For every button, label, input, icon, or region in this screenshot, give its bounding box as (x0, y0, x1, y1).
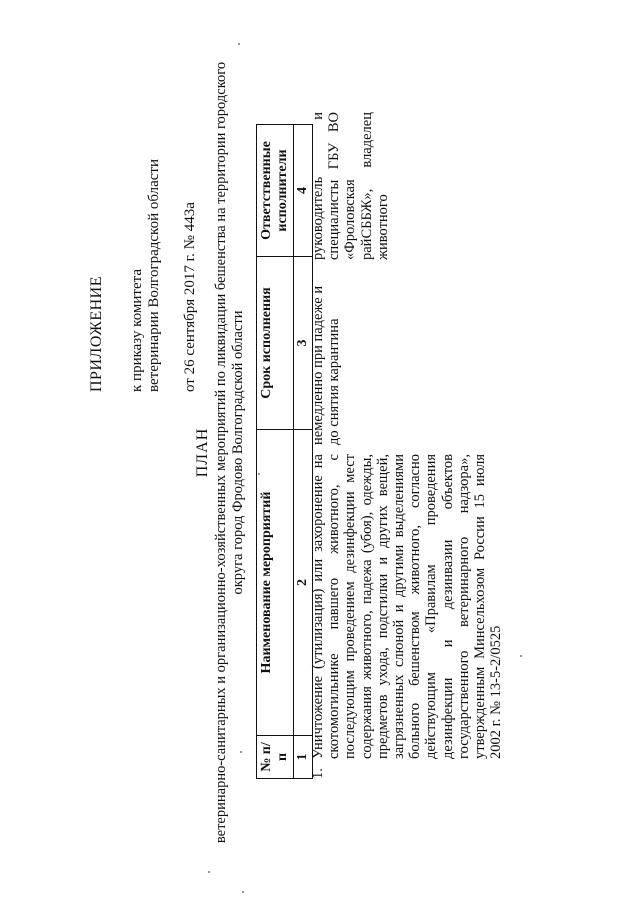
scan-speck (238, 43, 240, 45)
scan-speck (242, 891, 244, 893)
plan-table (256, 124, 313, 779)
row-responsible: руководитель и специалисты ГБУ ВО «Фроловская райСББЖ», владелец животного (310, 112, 391, 260)
scan-speck (258, 473, 260, 475)
plan-title: ПЛАН (194, 427, 211, 478)
table-header-row (257, 125, 294, 779)
row-measure: Уничтожение (утилизация) или захоронение на скотомогильнике павшего животного, с последующим проведением дезинфекции мест содержания животного, падежа (убоя), одежды, предметов ухода, подстилки и других вещей, загрязненных слюной и другими выделениями больного бешенством животного, согласно действующим «Правилам проведения дезинфекции и дезинвазии объектов государственного ветеринарного надзора», утвержденным Минсельхозом России 15 июля 2002 г. № 13-5-2/0525 (310, 454, 505, 759)
column-number: 4 (294, 125, 313, 257)
header-responsible: Ответственные исполнители (257, 125, 294, 257)
row-deadline: немедленно при падеже и до снятия карантина (310, 285, 343, 445)
appendix-title: ПРИЛОЖЕНИЕ (88, 275, 105, 392)
scan-speck (208, 871, 210, 873)
order-line-2: ветеринарии Волгоградской области (146, 159, 162, 392)
column-number: 2 (294, 430, 313, 736)
column-number: 1 (294, 736, 313, 779)
row-number: 1. (310, 768, 326, 779)
header-measure: Наименование мероприятий (257, 430, 294, 736)
scan-speck (240, 751, 242, 753)
scan-speck (520, 655, 522, 657)
header-deadline: Срок исполнения (257, 257, 294, 430)
column-number: 3 (294, 257, 313, 430)
order-line-1: к приказу комитета (129, 268, 145, 392)
plan-subtitle-line-1: ветеринарно-санитарных и организационно-хозяйственных мероприятий по ликвидации бешенства на территории городского (213, 61, 229, 844)
plan-subtitle-line-2: округа город Фродово Волгоградской области (230, 310, 246, 595)
order-date-line: от 26 сентября 2017 г. № 443а (182, 202, 198, 392)
header-number: № п/п (257, 736, 294, 779)
